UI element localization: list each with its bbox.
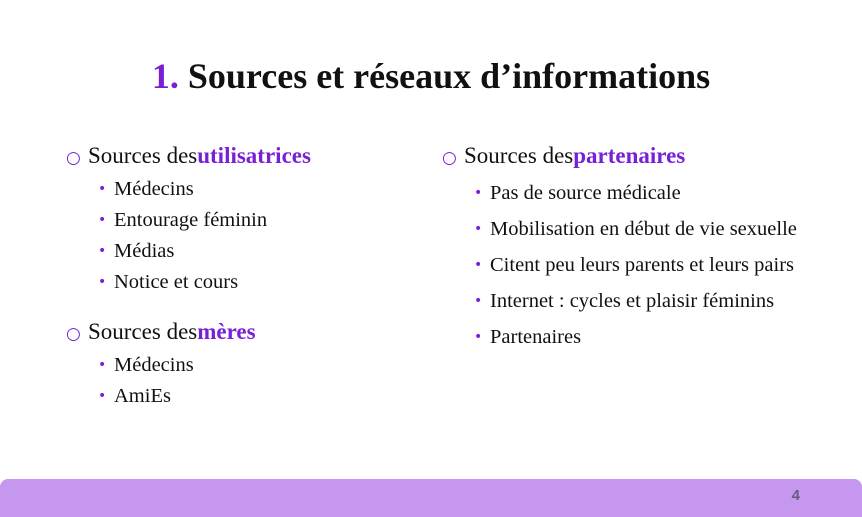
list-item <box>98 267 406 298</box>
section-heading-prefix: Sources des <box>88 319 198 344</box>
section-heading <box>442 140 798 174</box>
section-item-list <box>66 350 406 412</box>
dot-bullet-icon: • <box>98 243 107 259</box>
dot-bullet-icon: • <box>474 257 483 273</box>
dot-bullet-icon: • <box>474 329 483 345</box>
page-number: 4 <box>791 487 800 504</box>
list-item <box>474 252 798 278</box>
section-heading <box>66 316 406 350</box>
circle-outline-bullet-icon: ○ <box>442 148 457 168</box>
list-item-text: Entourage féminin <box>114 209 268 231</box>
list-item-text: Notice et cours <box>114 271 239 293</box>
list-item <box>474 180 798 206</box>
circle-outline-bullet-icon: ○ <box>66 324 81 344</box>
section-heading-prefix: Sources des <box>464 143 574 168</box>
right-column <box>442 140 798 360</box>
dot-bullet-icon: • <box>474 221 483 237</box>
dot-bullet-icon: • <box>474 185 483 201</box>
list-item <box>98 350 406 381</box>
list-item-text: Médecins <box>114 354 194 376</box>
section-item-list <box>66 174 406 298</box>
footer-bar <box>0 479 862 517</box>
dot-bullet-icon: • <box>98 181 107 197</box>
section-heading-prefix: Sources des <box>88 143 198 168</box>
list-item-text: Médecins <box>114 178 194 200</box>
section-partenaires <box>442 140 798 350</box>
list-item-text: AmiEs <box>114 385 171 407</box>
list-item-text: Partenaires <box>490 326 582 348</box>
list-item <box>474 216 798 242</box>
left-column <box>66 140 406 412</box>
section-utilisatrices <box>66 140 406 298</box>
dot-bullet-icon: • <box>98 274 107 290</box>
slide-title <box>0 54 862 98</box>
section-heading-highlight: utilisatrices <box>197 143 311 168</box>
slide-title-number: 1. <box>151 56 179 97</box>
dot-bullet-icon: • <box>98 212 107 228</box>
section-heading <box>66 140 406 174</box>
list-item-text: Médias <box>114 240 175 262</box>
list-item-text: Pas de source médicale <box>490 182 681 204</box>
list-item-text: Mobilisation en début de vie sexuelle <box>490 218 797 240</box>
list-item <box>98 205 406 236</box>
section-heading-highlight: partenaires <box>573 143 686 168</box>
section-meres <box>66 316 406 412</box>
list-item-text: Internet : cycles et plaisir féminins <box>490 290 775 312</box>
list-item-text: Citent peu leurs parents et leurs pairs <box>490 254 794 276</box>
section-item-list <box>442 180 798 350</box>
slide-title-text: Sources et réseaux d’informations <box>187 56 711 97</box>
list-item <box>98 381 406 412</box>
list-item <box>474 324 798 350</box>
list-item <box>474 288 798 314</box>
dot-bullet-icon: • <box>98 388 107 404</box>
section-heading-highlight: mères <box>197 319 256 344</box>
circle-outline-bullet-icon: ○ <box>66 148 81 168</box>
dot-bullet-icon: • <box>474 293 483 309</box>
list-item <box>98 236 406 267</box>
dot-bullet-icon: • <box>98 357 107 373</box>
list-item <box>98 174 406 205</box>
